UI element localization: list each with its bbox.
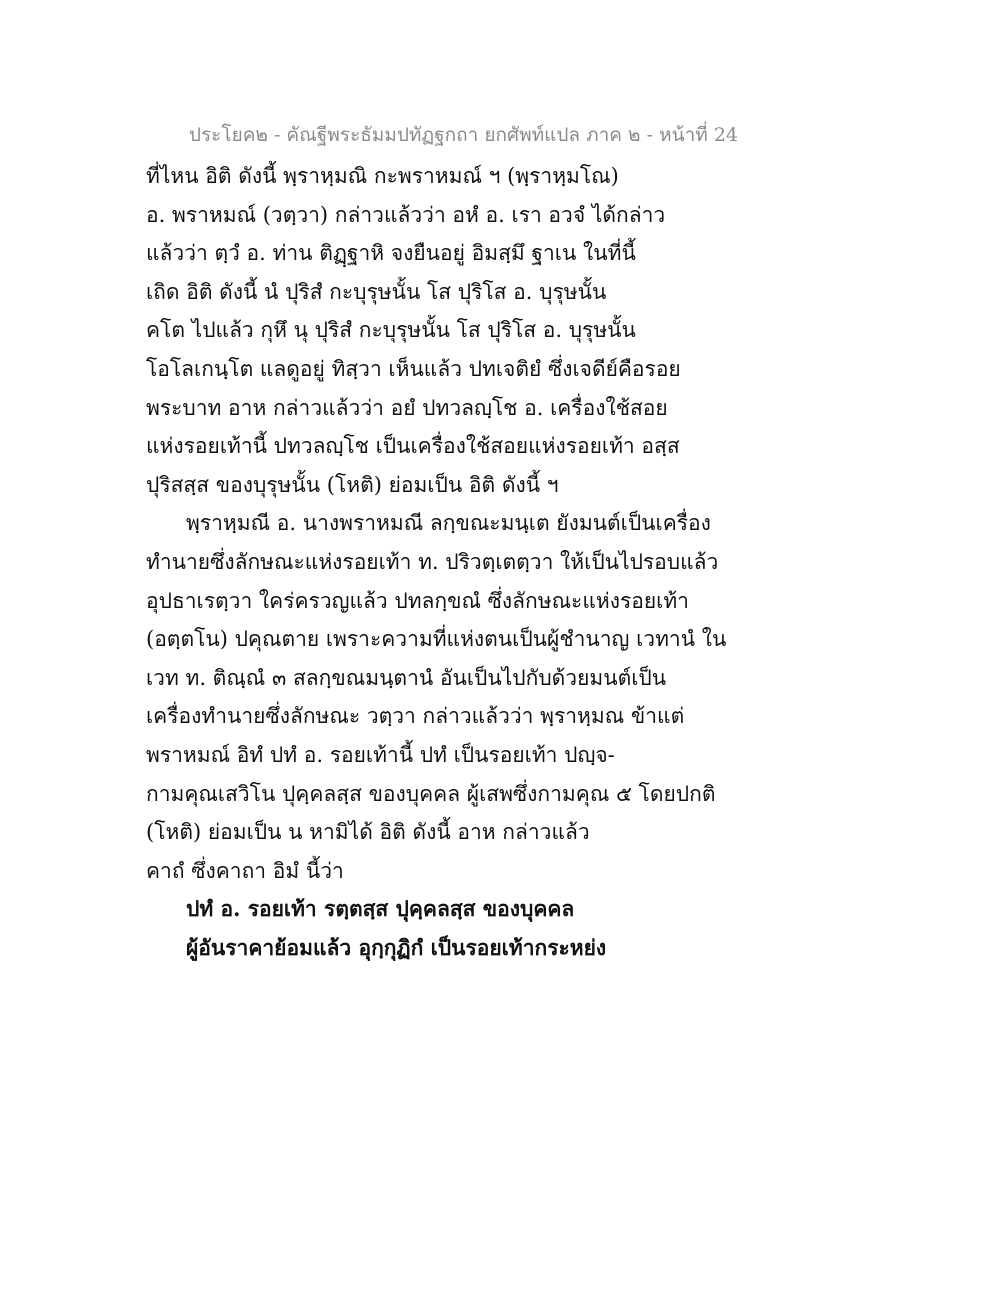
text-line: คาถํ ซึ่งคาถา อิมํ นี้ว่า [146,858,344,883]
text-line: (อตฺตโน) ปคุณตาย เพราะความที่แห่งตนเป็นผู้ชำนาญ เวทานํ ใน [146,627,727,652]
text-line: ปุริสสฺส ของบุรุษนั้น (โหติ) ย่อมเป็น อิติ ดังนี้ ฯ [146,472,559,497]
text-line: ที่ไหน อิติ ดังนี้ พฺราหฺมณิ กะพราหมณ์ ฯ (พฺราหฺมโณ) [146,164,619,188]
running-header: ประโยค๒ - คัณฐีพระธัมมปทัฏฐกถา ยกศัพท์แปล ภาค ๒ - หน้าที่ 24 [188,124,738,146]
text-line: อุปธาเรตฺวา ใคร่ครวญแล้ว ปทลกฺขณํ ซึ่งลักษณะแห่งรอยเท้า [146,588,689,613]
text-line: เวท ท. ติณฺณํ ๓ สลกฺขณมนฺตานํ อันเป็นไปกับด้วยมนต์เป็น [146,665,667,690]
text-line: เครื่องทำนายซึ่งลักษณะ วตฺวา กล่าวแล้วว่า พฺราหฺมณ ข้าแต่ [146,704,685,729]
text-line: พระบาท อาห กล่าวแล้วว่า อยํ ปทวลญฺโช อ. เครื่องใช้สอย [146,395,668,420]
text-line: คโต ไปแล้ว กุหึ นุ ปุริสํ กะบุรุษนั้น โส ปุริโส อ. บุรุษนั้น [146,318,636,343]
body-text [146,157,727,967]
text-line: พราหมณ์ อิทํ ปทํ อ. รอยเท้านี้ ปทํ เป็นรอยเท้า ปญฺจ- [146,742,615,767]
text-line: โอโลเกนฺโต แลดูอยู่ ทิสฺวา เห็นแล้ว ปทเจติยํ ซึ่งเจดีย์คือรอย [146,356,681,381]
text-line: แห่งรอยเท้านี้ ปทวลญฺโช เป็นเครื่องใช้สอยแห่งรอยเท้า อสฺส [146,434,680,459]
text-line: (โหติ) ย่อมเป็น น หามิได้ อิติ ดังนี้ อาห กล่าวแล้ว [146,820,590,845]
verse-line: ผู้อันราคาย้อมแล้ว อุกฺกุฏิกํ เป็นรอยเท้ากระหย่ง [186,934,607,960]
text-line: อ. พราหมณ์ (วตฺวา) กล่าวแล้วว่า อหํ อ. เรา อวจํ ได้กล่าว [146,202,666,227]
text-line: กามคุณเสวิโน ปุคฺคลสฺส ของบุคคล ผู้เสพซึ่งกามคุณ ๕ โดยปกติ [146,781,716,806]
text-line: ทำนายซึ่งลักษณะแห่งรอยเท้า ท. ปริวตฺเตตฺวา ให้เป็นไปรอบแล้ว [146,549,719,574]
paragraph-start-line: พฺราหฺมณี อ. นางพราหมณี ลกฺขณะมนฺเต ยังมนต์เป็นเครื่อง [186,511,711,536]
verse-line: ปทํ อ. รอยเท้า รตฺตสฺส ปุคฺคลสฺส ของบุคคล [186,896,575,922]
text-line: แล้วว่า ตฺวํ อ. ท่าน ติฏฺฐาหิ จงยืนอยู่ อิมสฺมึ ฐาเน ในที่นี้ [146,241,636,266]
text-line: เถิด อิติ ดังนี้ นํ ปุริสํ กะบุรุษนั้น โส ปุริโส อ. บุรุษนั้น [146,279,607,304]
